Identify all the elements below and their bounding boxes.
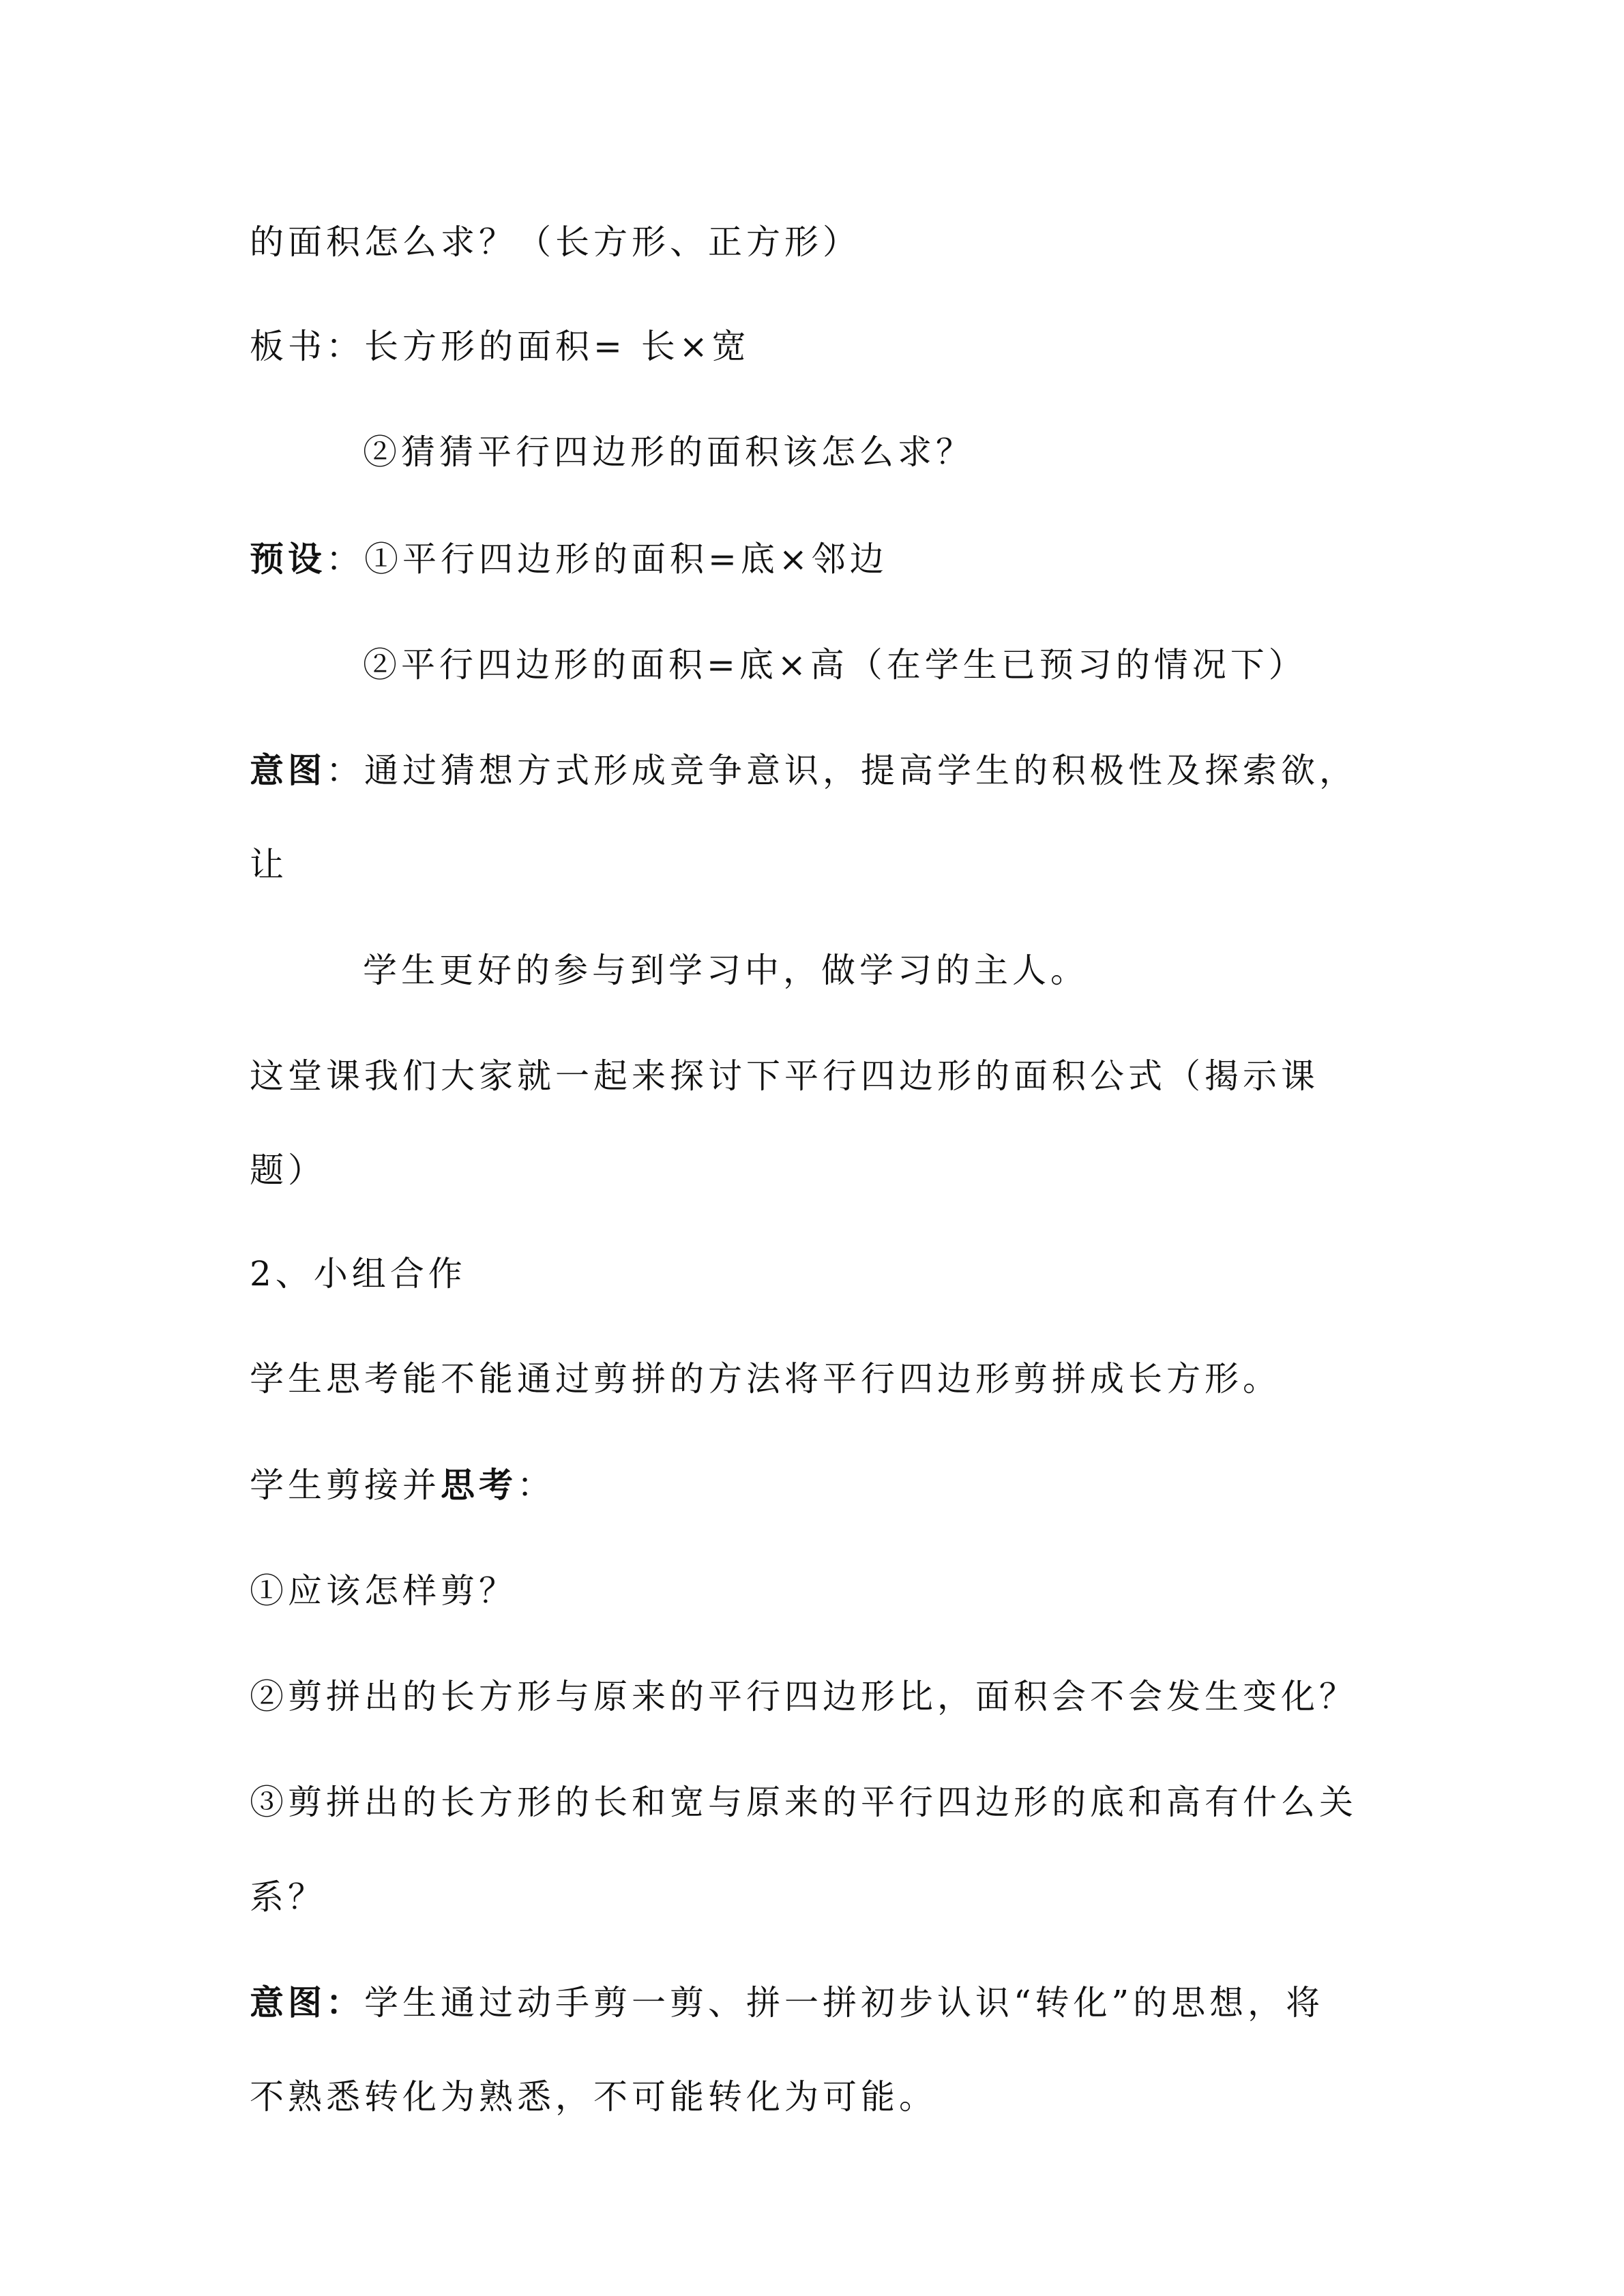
text-line: ②平行四边形的面积=底×高（在学生已预习的情况下） xyxy=(363,645,1307,685)
emphasis-think: 思考 xyxy=(441,1465,517,1505)
section-heading: 2、小组合作 xyxy=(250,1254,467,1294)
text-line: 板书：长方形的面积= 长×宽 xyxy=(250,327,750,366)
text-line: 学生更好的参与到学习中，做学习的主人。 xyxy=(363,951,1089,990)
text-line: 意图：通过猜想方式形成竞争意识，提高学生的积极性及探索欲， xyxy=(250,750,1357,790)
text-line: 让 xyxy=(250,845,288,884)
text-line: 系？ xyxy=(250,1877,326,1917)
text-line: 学生思考能不能通过剪拼的方法将平行四边形剪拼成长方形。 xyxy=(250,1359,1281,1399)
text-line: 意图：学生通过动手剪一剪、拼一拼初步认识“转化”的思想，将 xyxy=(250,1982,1325,2023)
label-intent: 意图： xyxy=(250,1982,364,2023)
text-line: 预设：①平行四边形的面积=底×邻边 xyxy=(250,539,888,579)
text-line: ②剪拼出的长方形与原来的平行四边形比，面积会不会发生变化？ xyxy=(250,1677,1357,1716)
label-preset: 预设 xyxy=(250,539,326,579)
text-line: ①应该怎样剪？ xyxy=(250,1571,517,1611)
text-line: 学生剪接并思考： xyxy=(250,1465,555,1505)
text-line: ②猜猜平行四边形的面积该怎么求？ xyxy=(363,432,974,472)
text-line: 题） xyxy=(250,1150,326,1190)
label-intent: 意图 xyxy=(250,750,326,790)
text-line: ③剪拼出的长方形的长和宽与原来的平行四边形的底和高有什么关 xyxy=(250,1783,1357,1822)
text-line: 不熟悉转化为熟悉，不可能转化为可能。 xyxy=(250,2077,937,2117)
text-line: 这堂课我们大家就一起来探讨下平行四边形的面积公式（揭示课 xyxy=(250,1056,1319,1096)
text-line: 的面积怎么求？（长方形、正方形） xyxy=(250,222,861,262)
